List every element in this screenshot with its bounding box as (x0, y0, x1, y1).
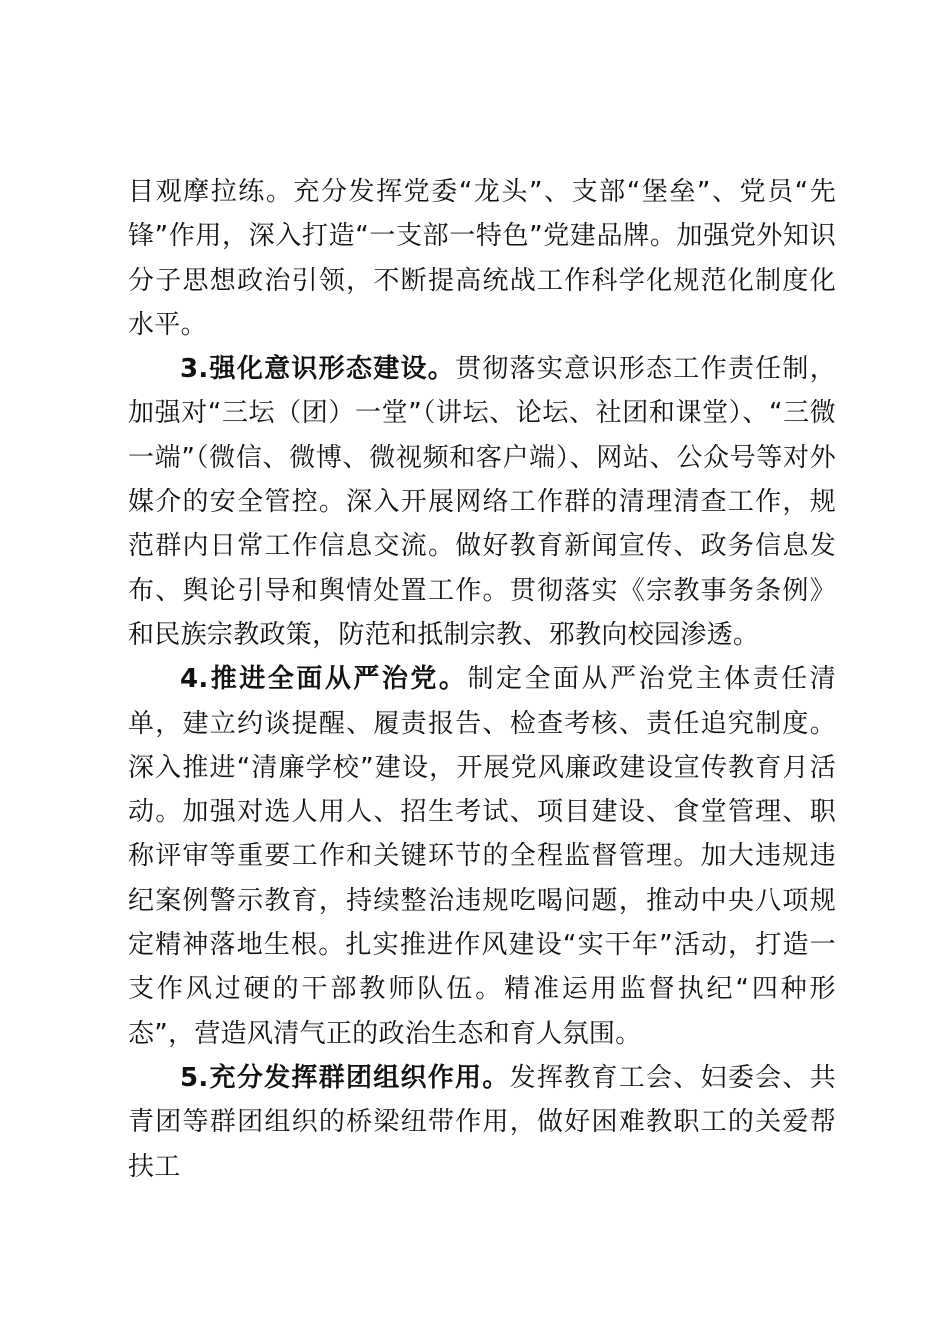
paragraph-mass-organizations (128, 1056, 836, 1189)
paragraph-ideology (128, 347, 836, 657)
section-heading-3: 3.强化意识形态建设。 (180, 354, 456, 385)
paragraph-continuation (128, 170, 836, 347)
paragraph-text: 贯彻落实意识形态工作责任制，加强对“三坛（团）一堂”（讲坛、论坛、社团和课堂）、“三微一端”（微信、微博、微视频和客户端）、网站、公众号等对外媒介的安全管控。深入开展网络工作群的清理清查工作，规范群内日常工作信息交流。做好教育新闻宣传、政务信息发布、舆论引导和舆情处置工作。贯彻落实《宗教事务条例》和民族宗教政策，防范和抵制宗教、邪教向校园渗透。 (128, 354, 836, 650)
document-body (128, 170, 836, 1189)
paragraph-text: 制定全面从严治党主体责任清单，建立约谈提醒、履责报告、检查考核、责任追究制度。深入推进“清廉学校”建设，开展党风廉政建设宣传教育月活动。加强对选人用人、招生考试、项目建设、食堂管理、职称评审等重要工作和关键环节的全程监督管理。加大违规违纪案例警示教育，持续整治违规吃喝问题，推动中央八项规定精神落地生根。扎实推进作风建设“实干年”活动，打造一支作风过硬的干部教师队伍。精准运用监督执纪“四种形态”，营造风清气正的政治生态和育人氛围。 (128, 664, 836, 1049)
paragraph-party-discipline (128, 657, 836, 1056)
section-heading-4: 4.推进全面从严治党。 (180, 664, 468, 695)
section-heading-5: 5.充分发挥群团组织作用。 (180, 1062, 510, 1093)
paragraph-text: 发挥教育工会、妇委会、共青团等群团组织的桥梁纽带作用，做好困难教职工的关爱帮扶工 (128, 1062, 836, 1182)
paragraph-text: 目观摩拉练。充分发挥党委“龙头”、支部“堡垒”、党员“先锋”作用，深入打造“一支部一特色”党建品牌。加强党外知识分子思想政治引领，不断提高统战工作科学化规范化制度化水平。 (128, 177, 836, 340)
